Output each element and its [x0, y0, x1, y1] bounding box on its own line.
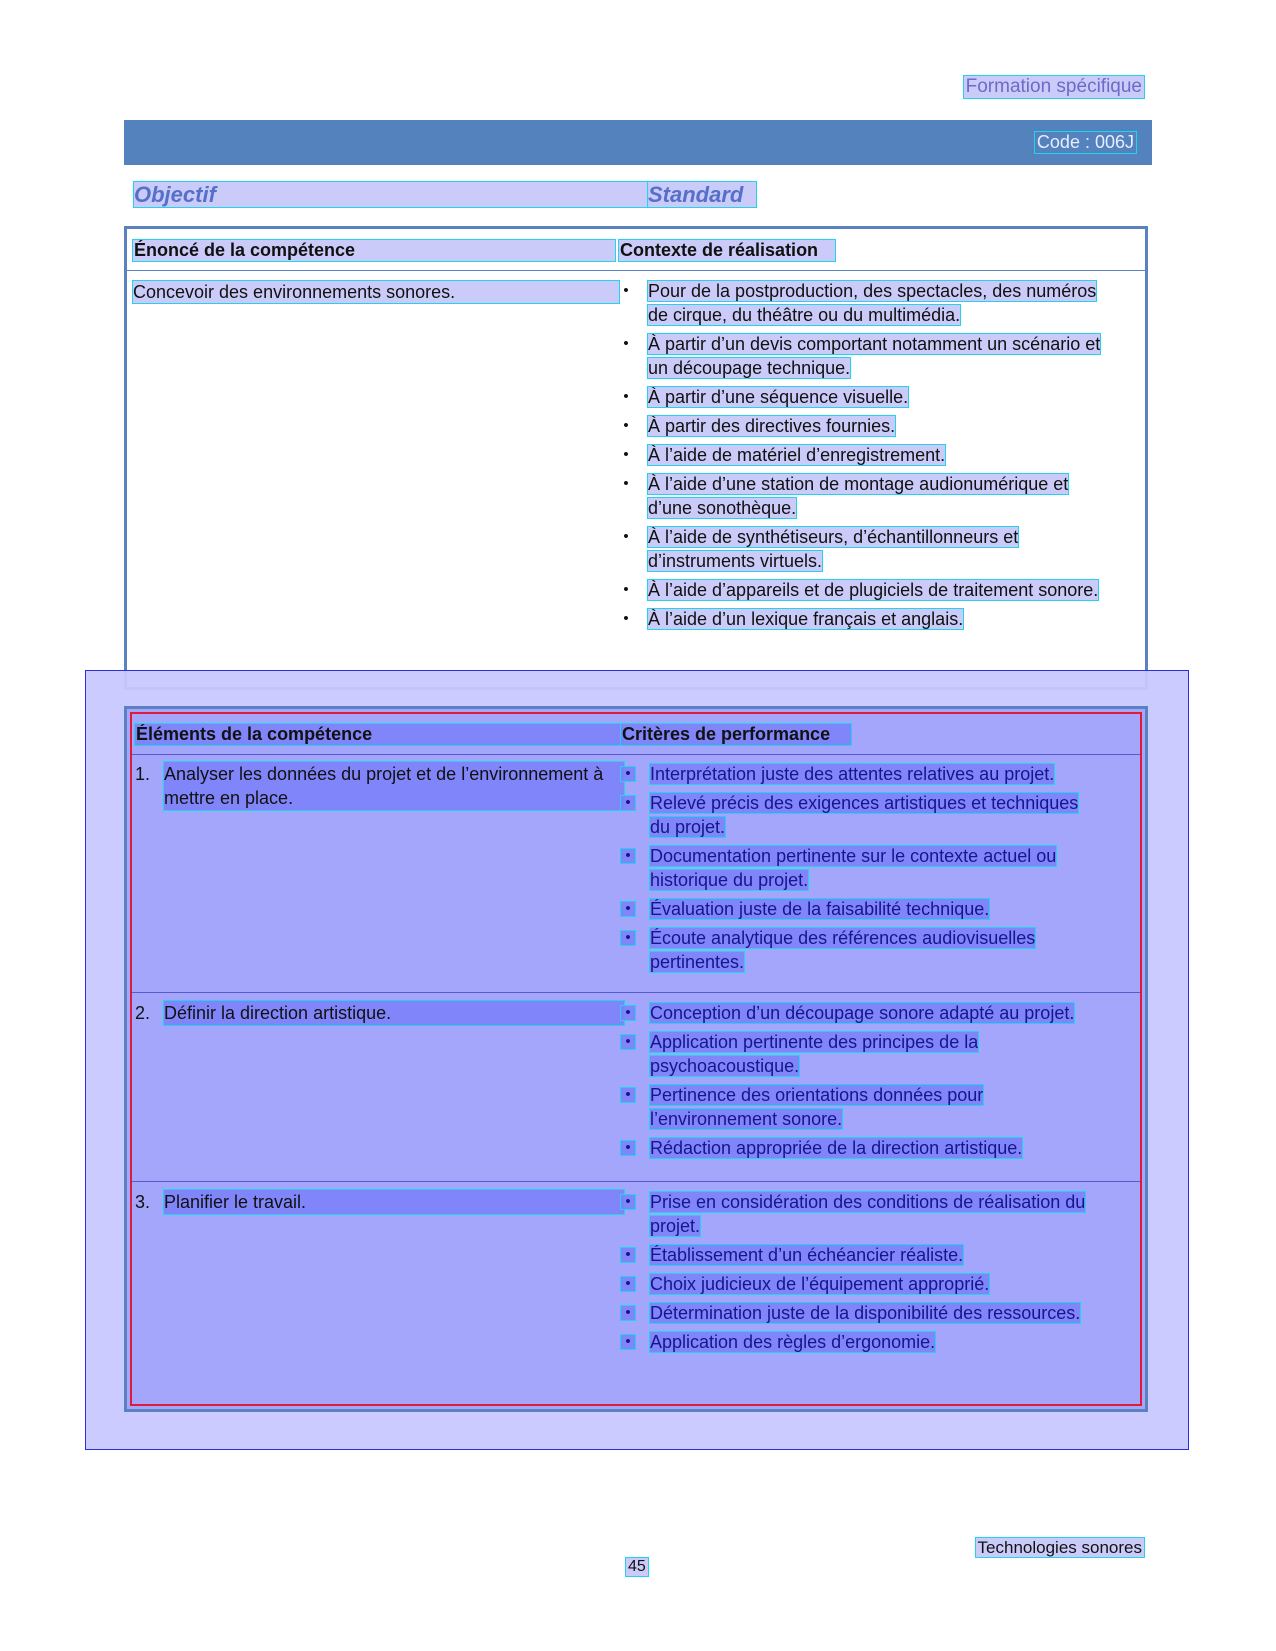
list-item-text: Prise en considération des conditions de réalisation du projet. [650, 1192, 1086, 1236]
bullet-icon: • [623, 335, 629, 352]
element-text: Définir la direction artistique. [164, 1001, 624, 1025]
bullet-icon: • [623, 610, 629, 627]
list-item [621, 926, 1091, 974]
enonce-value: Concevoir des environnements sonores. [133, 281, 619, 303]
criteria-list [621, 1001, 1091, 1165]
enonce-text [133, 281, 647, 303]
list-item [619, 472, 1109, 520]
list-item [621, 1001, 1091, 1025]
bullet-icon: • [621, 1277, 635, 1291]
header-label: Formation spécifique [965, 76, 1142, 97]
list-item-text: À l’aide de synthétiseurs, d’échantillonneurs et d’instruments virtuels. [648, 527, 1019, 571]
element-number: 1. [135, 764, 151, 784]
list-item-text: À l’aide d’un lexique français et anglais. [648, 609, 964, 629]
criteres-header: Critères de performance [621, 724, 851, 745]
list-item-text: Établissement d’un échéancier réaliste. [650, 1245, 964, 1265]
row-divider [132, 1181, 1140, 1182]
header-divider [132, 754, 1140, 755]
list-item-text: Détermination juste de la disponibilité des ressources. [650, 1303, 1081, 1323]
list-item-text: Relevé précis des exigences artistiques et techniques du projet. [650, 793, 1079, 837]
list-item [621, 1083, 1091, 1131]
row-divider [132, 992, 1140, 993]
elements-table [124, 706, 1148, 1412]
list-item [619, 578, 1109, 602]
list-item [621, 1136, 1091, 1160]
list-item-text: Application des règles d’ergonomie. [650, 1332, 936, 1352]
bullet-icon: • [621, 1035, 635, 1049]
list-item-text: Documentation pertinente sur le contexte actuel ou historique du projet. [650, 846, 1057, 890]
element-row [132, 1001, 1140, 1181]
bullet-icon: • [621, 902, 635, 916]
list-item-text: À l’aide d’une station de montage audionumérique et d’une sonothèque. [648, 474, 1069, 518]
page-number: 45 [628, 1558, 646, 1575]
element-item [135, 762, 647, 810]
bullet-icon: • [621, 767, 635, 781]
list-item-text: Pertinence des orientations données pour l’environnement sonore. [650, 1085, 984, 1129]
bullet-icon: • [621, 1306, 635, 1320]
list-item [621, 1272, 1091, 1296]
elements-header: Éléments de la compétence [135, 724, 623, 745]
list-item-text: À l’aide de matériel d’enregistrement. [648, 445, 946, 465]
list-item-text: Pour de la postproduction, des spectacles, des numéros de cirque, du théâtre ou du multimédia. [648, 281, 1097, 325]
bullet-icon: • [621, 1248, 635, 1262]
enonce-header: Énoncé de la compétence [133, 240, 615, 261]
criteria-list [621, 1190, 1091, 1359]
code-band [124, 120, 1152, 165]
bullet-icon: • [621, 1335, 635, 1349]
contexte-list [619, 279, 1109, 636]
list-item [621, 1330, 1091, 1354]
element-number: 2. [135, 1003, 151, 1023]
list-item [619, 525, 1109, 573]
bullet-icon: • [621, 1088, 635, 1102]
bullet-icon: • [621, 1195, 635, 1209]
list-item-text: À l’aide d’appareils et de plugiciels de traitement sonore. [648, 580, 1099, 600]
element-item [135, 1190, 647, 1214]
header-divider [127, 270, 1145, 271]
standard-title: Standard [648, 182, 756, 207]
list-item [621, 844, 1091, 892]
list-item-text: Évaluation juste de la faisabilité technique. [650, 899, 990, 919]
list-item [621, 1301, 1091, 1325]
bullet-icon: • [621, 1006, 635, 1020]
section-title-row [134, 182, 1154, 208]
list-item [621, 791, 1091, 839]
list-item [619, 279, 1109, 327]
list-item-text: Conception d’un découpage sonore adapté au projet. [650, 1003, 1075, 1023]
bullet-icon: • [623, 417, 629, 434]
list-item [621, 1030, 1091, 1078]
competence-table [124, 226, 1148, 690]
list-item [619, 607, 1109, 631]
bullet-icon: • [621, 796, 635, 810]
list-item-text: Application pertinente des principes de la psychoacoustique. [650, 1032, 979, 1076]
bullet-icon: • [623, 282, 629, 299]
bullet-icon: • [623, 581, 629, 598]
bullet-icon: • [621, 849, 635, 863]
bullet-icon: • [623, 528, 629, 545]
element-item [135, 1001, 647, 1025]
course-code: Code : 006J [1036, 132, 1134, 152]
element-number: 3. [135, 1192, 151, 1212]
bullet-icon: • [623, 475, 629, 492]
list-item [621, 897, 1091, 921]
list-item [621, 762, 1091, 786]
list-item-text: Rédaction appropriée de la direction artistique. [650, 1138, 1023, 1158]
highlight-frame [130, 712, 1142, 1406]
list-item-text: À partir d’un devis comportant notamment un scénario et un découpage technique. [648, 334, 1101, 378]
list-item [619, 443, 1109, 467]
list-item-text: Choix judicieux de l’équipement approprié. [650, 1274, 990, 1294]
list-item [621, 1243, 1091, 1267]
bullet-icon: • [623, 388, 629, 405]
list-item-text: Écoute analytique des références audiovisuelles pertinentes. [650, 928, 1036, 972]
list-item [619, 385, 1109, 409]
list-item [619, 332, 1109, 380]
list-item-text: Interprétation juste des attentes relatives au projet. [650, 764, 1055, 784]
criteria-list [621, 762, 1091, 979]
list-item-text: À partir des directives fournies. [648, 416, 896, 436]
list-item [621, 1190, 1091, 1238]
element-row [132, 1190, 1140, 1390]
element-row [132, 762, 1140, 992]
list-item-text: À partir d’une séquence visuelle. [648, 387, 909, 407]
footer-label: Technologies sonores [977, 1538, 1142, 1557]
bullet-icon: • [621, 931, 635, 945]
contexte-header: Contexte de réalisation [619, 240, 835, 261]
list-item [619, 414, 1109, 438]
bullet-icon: • [623, 446, 629, 463]
element-text: Analyser les données du projet et de l’environnement à mettre en place. [164, 762, 624, 810]
element-text: Planifier le travail. [164, 1190, 624, 1214]
objectif-title: Objectif [134, 182, 648, 207]
bullet-icon: • [621, 1141, 635, 1155]
